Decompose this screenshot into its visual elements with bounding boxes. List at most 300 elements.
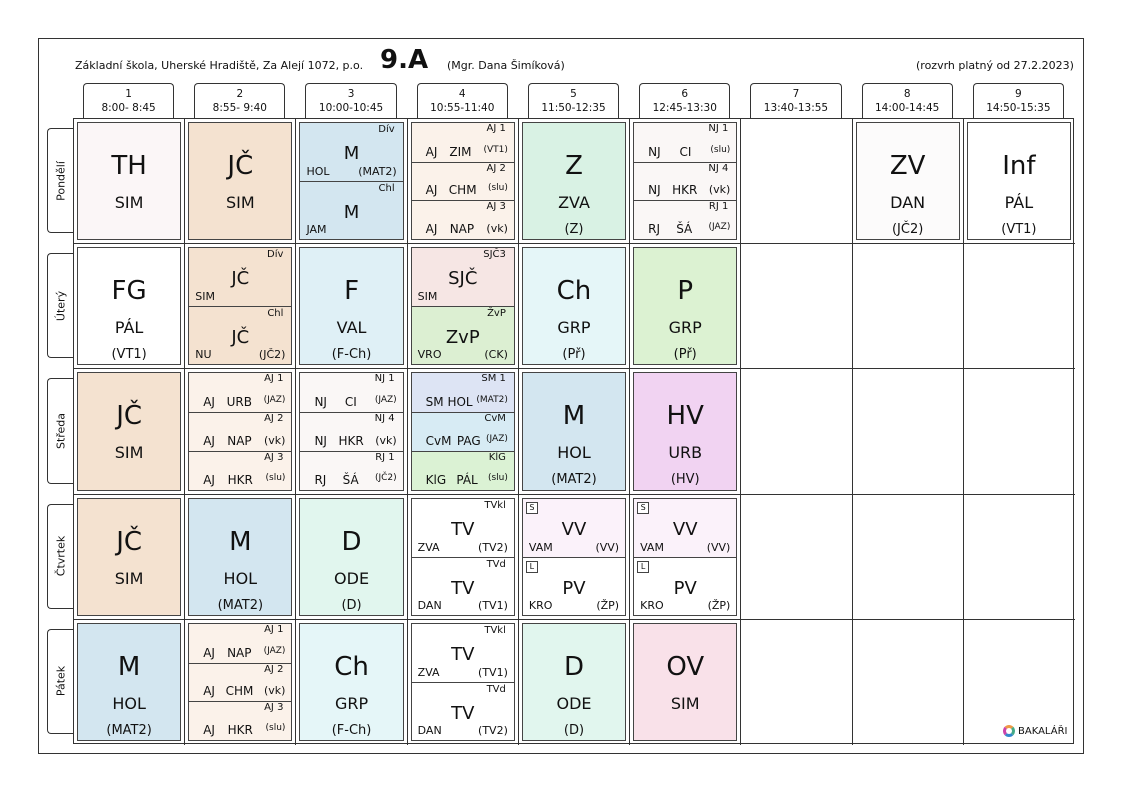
group-label: ŽvP (487, 308, 506, 320)
bakalari-logo (1003, 725, 1067, 737)
period-number: 2 (236, 88, 244, 100)
lesson-subject: AJ (203, 684, 215, 699)
grid-line-vertical (184, 119, 185, 745)
lesson-subject: JČ (231, 327, 250, 349)
lesson-teacher: PÁL (1004, 193, 1034, 212)
lesson-line (300, 434, 402, 448)
lesson-cell[interactable] (633, 122, 737, 240)
lesson-room: (Př) (673, 347, 697, 363)
lesson-room: (vk) (263, 433, 286, 447)
lesson-teacher: DAN (417, 598, 442, 612)
lesson-room: (MAT2) (476, 395, 508, 406)
period-time: 8:55- 9:40 (212, 102, 267, 114)
empty-cell (967, 623, 1071, 741)
lesson-cell[interactable] (77, 498, 181, 616)
lesson-group[interactable] (412, 306, 514, 364)
lesson-subject: AJ (203, 433, 215, 448)
lesson-group[interactable] (412, 200, 514, 239)
lesson-line (189, 434, 291, 448)
group-label: Dív (378, 124, 395, 135)
week-badge: L (637, 561, 649, 573)
lesson-teacher: ODE (556, 693, 592, 713)
lesson-teacher: HOL (557, 443, 591, 463)
lesson-subject: P (677, 276, 694, 307)
lesson-group[interactable] (300, 373, 402, 412)
lesson-subject: M (229, 526, 252, 557)
lesson-teacher: GRP (334, 693, 369, 713)
lesson-group[interactable] (523, 499, 625, 557)
lesson-cell[interactable] (77, 372, 181, 490)
school-name: Základní škola, Uherské Hradiště, Za Alejí 1072, p.o. (75, 59, 364, 72)
lesson-room: (vk) (263, 684, 286, 698)
lesson-group[interactable] (634, 557, 736, 615)
class-title: 9.A (380, 45, 429, 75)
lesson-subject: F (344, 276, 360, 307)
lesson-cell[interactable] (633, 623, 737, 741)
day-name: Středa (54, 412, 68, 450)
empty-cell (967, 498, 1071, 616)
lesson-room: (slu) (487, 472, 508, 483)
period-number: 3 (347, 88, 355, 100)
lesson-group[interactable] (300, 123, 402, 181)
lesson-room: (JAZ) (263, 645, 286, 656)
group-label: SM 1 (481, 373, 506, 385)
lesson-cell[interactable] (522, 498, 626, 616)
group-label: SJČ3 (483, 249, 506, 261)
lesson-group[interactable] (189, 624, 291, 663)
lesson-room: (D) (341, 597, 362, 613)
lesson-teacher: CHM (448, 183, 477, 198)
lesson-cell[interactable] (633, 498, 737, 616)
lesson-room: (slu) (710, 144, 731, 155)
group-label: NJ 1 (708, 123, 729, 134)
lesson-teacher: PÁL (114, 318, 144, 338)
lesson-line (412, 145, 514, 159)
lesson-subject: D (563, 651, 584, 682)
period-time: 13:40-13:55 (763, 102, 829, 114)
grid-line-vertical (852, 119, 853, 745)
lesson-cell[interactable] (967, 122, 1071, 240)
lesson-room: (F-Ch) (331, 347, 372, 363)
lesson-cell[interactable] (299, 372, 403, 490)
week-badge: S (637, 502, 649, 514)
lesson-group[interactable] (189, 373, 291, 412)
lesson-room: (ŽP) (596, 598, 620, 612)
group-label: NJ 1 (374, 373, 395, 385)
lesson-subject: TH (111, 151, 147, 181)
grid-line-vertical (963, 119, 964, 745)
week-badge: L (526, 561, 538, 573)
period-number: 1 (125, 88, 132, 100)
group-label: TVd (486, 558, 506, 570)
lesson-group[interactable] (412, 624, 514, 682)
lesson-room: (JAZ) (486, 433, 508, 444)
lesson-cell[interactable] (633, 247, 737, 365)
lesson-subject: AJ (425, 222, 438, 237)
lesson-subject: M (343, 202, 360, 224)
grid-line-vertical (629, 119, 630, 745)
lesson-teacher: NAP (449, 222, 475, 237)
lesson-subject: KlG (425, 472, 447, 487)
empty-cell (744, 372, 848, 490)
lesson-subject: JČ (116, 526, 143, 557)
lesson-teacher: CI (679, 144, 692, 159)
lesson-line (189, 395, 291, 409)
grid-line-vertical (740, 119, 741, 745)
lesson-group[interactable] (412, 451, 514, 490)
lesson-cell[interactable] (522, 372, 626, 490)
grid-line-vertical (518, 119, 519, 745)
lesson-subject: Ch (556, 276, 592, 307)
lesson-subject: CvM (425, 433, 452, 448)
lesson-cell[interactable] (188, 623, 292, 741)
lesson-subject: PV (562, 577, 586, 599)
lesson-subject: AJ (203, 472, 215, 487)
lesson-group[interactable] (300, 451, 402, 490)
empty-cell (744, 247, 848, 365)
lesson-group[interactable] (300, 181, 402, 239)
lesson-group[interactable] (189, 412, 291, 451)
lesson-teacher: HKR (338, 433, 364, 448)
group-label: AJ 2 (264, 413, 284, 425)
lesson-room: (JČ2) (374, 472, 397, 483)
lesson-group[interactable] (634, 200, 736, 239)
lesson-subject: ZvP (445, 327, 480, 349)
period-header (750, 83, 841, 118)
period-header (83, 83, 174, 118)
lesson-line (412, 395, 514, 409)
group-label: RJ 1 (375, 451, 395, 463)
lesson-group[interactable] (634, 162, 736, 201)
lesson-line (412, 434, 514, 448)
lesson-group[interactable] (189, 663, 291, 702)
lesson-teacher: VRO (417, 348, 442, 362)
class-teacher: (Mgr. Dana Šimíková) (447, 59, 565, 72)
lesson-subject: JČ (227, 151, 254, 181)
lesson-room: (JAZ) (708, 222, 731, 233)
lesson-subject: VV (561, 518, 587, 540)
lesson-cell[interactable] (522, 247, 626, 365)
day-label (47, 629, 74, 734)
lesson-teacher: GRP (668, 318, 702, 338)
group-label: AJ 3 (486, 201, 506, 213)
period-number: 8 (903, 88, 911, 100)
group-label: AJ 1 (264, 623, 284, 635)
lesson-teacher: NAP (227, 433, 252, 448)
lesson-teacher: HKR (227, 472, 253, 487)
lesson-group[interactable] (189, 701, 291, 740)
lesson-teacher: SIM (114, 568, 144, 588)
lesson-teacher: ŠÁ (342, 472, 359, 487)
lesson-cell[interactable] (633, 372, 737, 490)
lesson-line (634, 145, 736, 159)
day-label (47, 253, 74, 358)
lesson-room: (MAT2) (358, 165, 397, 179)
day-name: Úterý (54, 290, 68, 321)
lesson-teacher: HOL (112, 693, 146, 713)
lesson-teacher: SIM (114, 193, 144, 212)
lesson-subject: FG (111, 276, 147, 307)
period-header (862, 83, 953, 118)
lesson-subject: Ch (334, 651, 369, 682)
period-time: 14:00-14:45 (875, 102, 940, 114)
period-header (973, 83, 1064, 118)
lesson-group[interactable] (189, 248, 291, 306)
period-time: 10:55-11:40 (430, 102, 495, 114)
lesson-room: (JAZ) (263, 395, 286, 406)
lesson-cell[interactable] (522, 122, 626, 240)
lesson-room: (vk) (375, 433, 397, 447)
lesson-teacher: ZVA (417, 665, 440, 679)
lesson-subject: M (343, 143, 360, 164)
lesson-subject: Inf (1002, 151, 1036, 181)
day-label (47, 504, 74, 609)
lesson-group[interactable] (189, 306, 291, 364)
lesson-teacher: ZIM (449, 144, 472, 159)
lesson-room: (Z) (564, 222, 584, 237)
lesson-cell[interactable] (411, 247, 515, 365)
group-label: AJ 1 (486, 123, 506, 134)
lesson-teacher: KRO (640, 598, 664, 612)
grid-line-horizontal (74, 243, 1075, 244)
lesson-group[interactable] (634, 123, 736, 162)
lesson-cell[interactable] (411, 498, 515, 616)
lesson-room: (vk) (486, 222, 508, 236)
lesson-room: (JČ2) (258, 348, 286, 362)
grid-line-vertical (407, 119, 408, 745)
lesson-cell[interactable] (188, 122, 292, 240)
lesson-room: (TV1) (478, 665, 508, 679)
lesson-teacher: VAL (336, 318, 367, 338)
lesson-teacher: HKR (672, 183, 698, 198)
period-header (528, 83, 619, 118)
lesson-subject: AJ (203, 395, 215, 410)
period-number: 6 (681, 88, 689, 100)
period-time: 14:50-15:35 (986, 102, 1051, 114)
lesson-subject: TV (451, 643, 475, 665)
lesson-room: (CK) (484, 348, 508, 362)
group-label: KlG (488, 451, 506, 463)
empty-cell (744, 498, 848, 616)
lesson-subject: Z (565, 151, 583, 181)
lesson-line (412, 183, 514, 197)
lesson-group[interactable] (412, 162, 514, 201)
lesson-subject: JČ (116, 401, 143, 432)
period-time: 8:00- 8:45 (101, 102, 156, 114)
lesson-group[interactable] (412, 123, 514, 162)
group-label: AJ 3 (264, 451, 284, 463)
lesson-teacher: SIM (195, 290, 215, 304)
lesson-teacher: HOL (306, 165, 330, 179)
lesson-room: (slu) (487, 183, 508, 194)
period-header (305, 83, 396, 118)
lesson-room: (MAT2) (106, 722, 152, 738)
period-number: 9 (1015, 88, 1022, 100)
empty-cell (856, 247, 960, 365)
period-time: 11:50-12:35 (541, 102, 606, 114)
lesson-room: (TV2) (478, 540, 508, 554)
lesson-group[interactable] (523, 557, 625, 615)
lesson-line (189, 646, 291, 660)
group-label: Chl (267, 308, 284, 320)
week-badge: S (526, 502, 538, 514)
lesson-room: (VT1) (111, 347, 147, 363)
lesson-teacher: ZVA (558, 193, 590, 212)
lesson-subject: TV (451, 518, 475, 540)
empty-cell (967, 247, 1071, 365)
group-label: AJ 2 (264, 663, 284, 675)
lesson-teacher: CI (344, 395, 357, 410)
lesson-group[interactable] (634, 499, 736, 557)
lesson-room: (ŽP) (707, 598, 731, 612)
lesson-teacher: ZVA (417, 540, 440, 554)
empty-cell (744, 623, 848, 741)
lesson-room: (JČ2) (891, 222, 924, 237)
lesson-cell[interactable] (188, 247, 292, 365)
lesson-room: (vk) (708, 183, 731, 197)
lesson-subject: AJ (203, 645, 215, 660)
lesson-teacher: NU (195, 348, 212, 362)
lesson-teacher: VAM (640, 540, 664, 554)
lesson-group[interactable] (412, 373, 514, 412)
lesson-room: (VV) (595, 540, 620, 554)
lesson-line (634, 183, 736, 197)
lesson-group[interactable] (189, 451, 291, 490)
lesson-cell[interactable] (299, 623, 403, 741)
lesson-group[interactable] (412, 412, 514, 451)
group-label: TVkl (484, 624, 506, 636)
lesson-cell[interactable] (299, 247, 403, 365)
lesson-teacher: JAM (306, 223, 327, 237)
lesson-room: (MAT2) (551, 472, 597, 488)
lesson-room: (slu) (265, 472, 286, 483)
day-label (47, 128, 74, 233)
lesson-teacher: URB (226, 395, 252, 410)
lesson-room: (Př) (562, 347, 586, 363)
lesson-room: (TV1) (478, 598, 508, 612)
lesson-cell[interactable] (522, 623, 626, 741)
day-name: Pátek (54, 666, 68, 697)
lesson-teacher: HKR (227, 722, 253, 737)
lesson-cell[interactable] (77, 247, 181, 365)
group-label: TVkl (484, 499, 506, 511)
lesson-cell[interactable] (77, 623, 181, 741)
lesson-teacher: CHM (225, 684, 254, 699)
lesson-group[interactable] (300, 412, 402, 451)
lesson-subject: AJ (203, 722, 215, 737)
lesson-teacher: VAM (528, 540, 553, 554)
lesson-cell[interactable] (411, 122, 515, 240)
lesson-room: (HV) (670, 472, 700, 488)
lesson-teacher: ŠÁ (676, 222, 693, 237)
lesson-group[interactable] (412, 682, 514, 740)
group-label: AJ 1 (264, 373, 284, 385)
lesson-line (634, 222, 736, 236)
lesson-cell[interactable] (188, 498, 292, 616)
lesson-teacher: SIM (114, 443, 144, 463)
group-label: Chl (378, 183, 395, 195)
day-name: Čtvrtek (54, 535, 68, 577)
lesson-room: (TV2) (478, 723, 508, 737)
lesson-cell[interactable] (299, 498, 403, 616)
lesson-room: (VT1) (483, 144, 508, 155)
lesson-teacher: SIM (417, 290, 438, 304)
lesson-cell[interactable] (856, 122, 960, 240)
grid-line-horizontal (74, 368, 1075, 369)
lesson-subject: M (562, 401, 586, 432)
lesson-teacher: SIM (670, 693, 700, 713)
lesson-subject: AJ (425, 144, 438, 159)
lesson-group[interactable] (412, 248, 514, 306)
lesson-cell[interactable] (299, 122, 403, 240)
empty-cell (856, 623, 960, 741)
lesson-room: (D) (563, 722, 585, 738)
grid-line-horizontal (74, 619, 1075, 620)
period-header (194, 83, 285, 118)
lesson-teacher: PAG (456, 433, 481, 448)
group-label: TVd (486, 683, 506, 695)
lesson-subject: ZV (889, 151, 926, 181)
lesson-group[interactable] (412, 499, 514, 557)
group-label: AJ 2 (486, 162, 506, 174)
period-header (417, 83, 508, 118)
lesson-group[interactable] (412, 557, 514, 615)
empty-cell (744, 122, 848, 240)
lesson-room: (slu) (265, 722, 286, 733)
lesson-subject: SM (425, 395, 444, 410)
lesson-teacher: KRO (528, 598, 553, 612)
day-name: Pondělí (54, 160, 68, 201)
period-time: 10:00-10:45 (318, 102, 384, 114)
grid-line-vertical (295, 119, 296, 745)
lesson-teacher: PÁL (456, 472, 478, 487)
lesson-subject: PV (673, 577, 697, 599)
lesson-room: (VT1) (1001, 222, 1037, 237)
group-label: NJ 4 (708, 162, 729, 174)
lesson-subject: JČ (231, 268, 250, 290)
grid-line-horizontal (74, 494, 1075, 495)
lesson-room: (F-Ch) (331, 722, 372, 738)
lesson-cell[interactable] (188, 372, 292, 490)
lesson-subject: M (117, 651, 141, 682)
lesson-teacher: URB (668, 443, 703, 463)
lesson-subject: NJ (648, 183, 661, 198)
bakalari-logo-text: BAKALÁŘI (1018, 725, 1068, 737)
bakalari-logo-icon (1003, 725, 1015, 737)
group-label: RJ 1 (708, 201, 729, 213)
lesson-subject: TV (451, 702, 475, 724)
lesson-subject: HV (666, 401, 704, 432)
lesson-subject: VV (672, 518, 698, 540)
lesson-teacher: DAN (890, 193, 926, 212)
lesson-subject: D (341, 526, 362, 557)
lesson-teacher: SIM (225, 193, 255, 212)
lesson-subject: RJ (648, 222, 660, 237)
period-header (639, 83, 730, 118)
lesson-line (189, 473, 291, 487)
day-label (47, 378, 74, 483)
lesson-subject: NJ (648, 144, 661, 159)
lesson-teacher: ODE (334, 568, 370, 588)
lesson-cell[interactable] (411, 372, 515, 490)
lesson-teacher: DAN (417, 723, 442, 737)
lesson-line (189, 723, 291, 737)
lesson-room: (VV) (706, 540, 731, 554)
lesson-cell[interactable] (411, 623, 515, 741)
lesson-cell[interactable] (77, 122, 181, 240)
lesson-subject: SJČ (448, 268, 478, 290)
group-label: CvM (484, 413, 506, 425)
